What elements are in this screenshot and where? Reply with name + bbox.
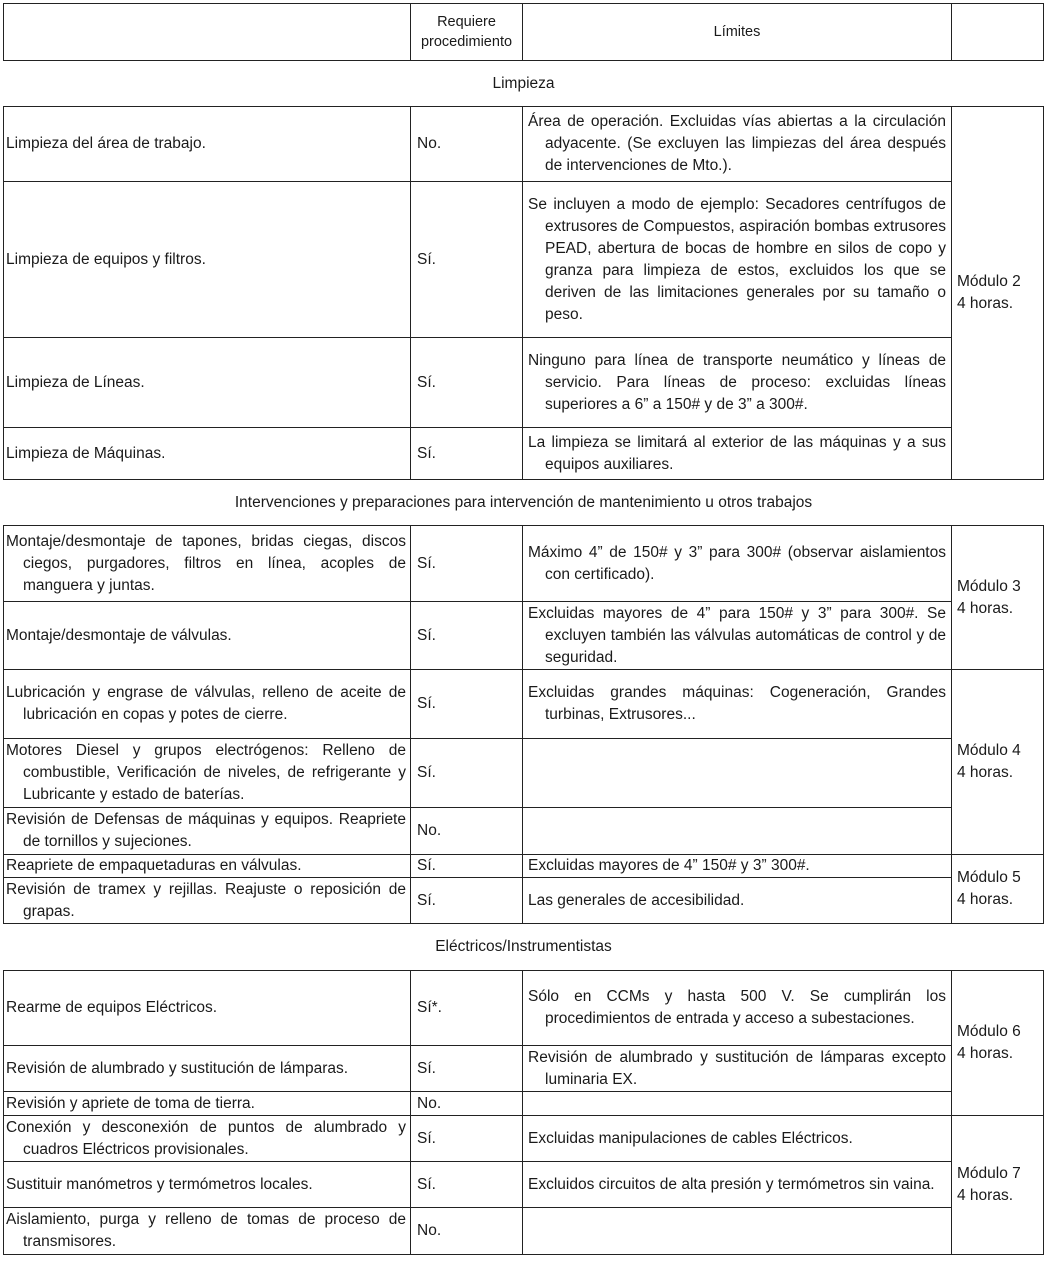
- module-name: Módulo 2: [957, 273, 1021, 290]
- limits-cell: Excluidas mayores de 4” para 150# y 3” para 300#. Se excluyen también las válvulas automáticas de control y de seguridad.: [523, 602, 952, 670]
- module-name: Módulo 7: [957, 1165, 1021, 1182]
- module-cell: [952, 855, 1044, 924]
- table-row: [4, 338, 1044, 428]
- requires-cell: Sí.: [411, 1116, 523, 1162]
- table-row: [4, 808, 1044, 855]
- table-header-row: [4, 4, 1044, 61]
- section-title-row: [4, 924, 1044, 971]
- activity-cell: Lubricación y engrase de válvulas, relleno de aceite de lubricación en copas y potes de cierre.: [4, 670, 411, 739]
- requires-cell: Sí.: [411, 739, 523, 808]
- module-cell: [952, 971, 1044, 1116]
- activity-cell: Montaje/desmontaje de válvulas.: [4, 602, 411, 670]
- limits-cell: [523, 1092, 952, 1116]
- table-row: [4, 855, 1044, 878]
- activity-cell: Aislamiento, purga y relleno de tomas de proceso de transmisores.: [4, 1208, 411, 1255]
- limits-cell: Máximo 4” de 150# y 3” para 300# (observar aislamientos con certificado).: [523, 526, 952, 602]
- table-row: [4, 107, 1044, 182]
- table-row: [4, 1162, 1044, 1208]
- header-col-limits: Límites: [523, 4, 952, 61]
- table-row: [4, 971, 1044, 1046]
- requires-cell: Sí.: [411, 428, 523, 480]
- table-row: [4, 1046, 1044, 1092]
- limits-cell: [523, 1208, 952, 1255]
- header-col-module: [952, 4, 1044, 61]
- module-hours: 4 horas.: [957, 1045, 1014, 1062]
- activity-cell: Motores Diesel y grupos electrógenos: Relleno de combustible, Verificación de niveles, de refrigerante y Lubricante y estado de baterías.: [4, 739, 411, 808]
- module-hours: 4 horas.: [957, 1187, 1014, 1204]
- limits-cell: Excluidas grandes máquinas: Cogeneración, Grandes turbinas, Extrusores...: [523, 670, 952, 739]
- activity-cell: Sustituir manómetros y termómetros locales.: [4, 1162, 411, 1208]
- limits-cell: Área de operación. Excluidas vías abiertas a la circulación adyacente. (Se excluyen las limpiezas del área después de intervenciones de Mto.).: [523, 107, 952, 182]
- requires-cell: Sí.: [411, 855, 523, 878]
- activity-cell: Revisión de alumbrado y sustitución de lámparas.: [4, 1046, 411, 1092]
- header-col-requires: Requiere procedimiento: [411, 4, 523, 61]
- limits-cell: Revisión de alumbrado y sustitución de lámparas excepto luminaria EX.: [523, 1046, 952, 1092]
- module-cell: [952, 1116, 1044, 1255]
- module-name: Módulo 4: [957, 742, 1021, 759]
- table-row: [4, 1092, 1044, 1116]
- module-hours: 4 horas.: [957, 891, 1014, 908]
- requires-cell: No.: [411, 1092, 523, 1116]
- activity-cell: Limpieza del área de trabajo.: [4, 107, 411, 182]
- module-name: Módulo 5: [957, 869, 1021, 886]
- requires-cell: Sí.: [411, 670, 523, 739]
- requires-cell: Sí.: [411, 182, 523, 338]
- table-row: [4, 878, 1044, 924]
- module-hours: 4 horas.: [957, 764, 1014, 781]
- module-hours: 4 horas.: [957, 599, 1014, 617]
- table-row: [4, 1208, 1044, 1255]
- requires-cell: No.: [411, 107, 523, 182]
- requires-cell: No.: [411, 808, 523, 855]
- requires-cell: Sí.: [411, 1162, 523, 1208]
- table-row: [4, 739, 1044, 808]
- module-name: Módulo 6: [957, 1023, 1021, 1040]
- limits-cell: Ninguno para línea de transporte neumático y líneas de servicio. Para líneas de proceso: excluidas líneas superiores a 6” a 150# y de 3” a 300#.: [523, 338, 952, 428]
- activity-cell: Revisión de tramex y rejillas. Reajuste o reposición de grapas.: [4, 878, 411, 924]
- limits-cell: Las generales de accesibilidad.: [523, 878, 952, 924]
- section-title-row: [4, 480, 1044, 526]
- requires-cell: No.: [411, 1208, 523, 1255]
- limits-cell: Se incluyen a modo de ejemplo: Secadores centrífugos de extrusores de Compuestos, aspiración bombas extrusores PEAD, abertura de bocas de hombre en silos de copo y granza para limpieza de estos, excluidos los que se deriven de las limitaciones generales por su tamaño o peso.: [523, 182, 952, 338]
- section-title-row: [4, 61, 1044, 107]
- requires-cell: Sí.: [411, 602, 523, 670]
- table-row: [4, 602, 1044, 670]
- requires-cell: Sí.: [411, 878, 523, 924]
- limits-cell: La limpieza se limitará al exterior de las máquinas y a sus equipos auxiliares.: [523, 428, 952, 480]
- section-title: Intervenciones y preparaciones para intervención de mantenimiento u otros trabajos: [4, 480, 1044, 526]
- requires-cell: Sí.: [411, 338, 523, 428]
- table-row: [4, 1116, 1044, 1162]
- table-row: [4, 526, 1044, 602]
- module-cell: [952, 670, 1044, 855]
- activity-cell: Rearme de equipos Eléctricos.: [4, 971, 411, 1046]
- module-cell: [952, 107, 1044, 480]
- header-col-activity: [4, 4, 411, 61]
- limits-cell: [523, 808, 952, 855]
- table-row: [4, 670, 1044, 739]
- limits-cell: [523, 739, 952, 808]
- section-title: Limpieza: [4, 61, 1044, 107]
- activity-cell: Limpieza de Líneas.: [4, 338, 411, 428]
- activity-cell: Reapriete de empaquetaduras en válvulas.: [4, 855, 411, 878]
- activity-cell: Limpieza de Máquinas.: [4, 428, 411, 480]
- table-row: [4, 182, 1044, 338]
- requires-cell: Sí*.: [411, 971, 523, 1046]
- limits-cell: Excluidos circuitos de alta presión y termómetros sin vaina.: [523, 1162, 952, 1208]
- requires-cell: Sí.: [411, 526, 523, 602]
- activity-cell: Limpieza de equipos y filtros.: [4, 182, 411, 338]
- activity-cell: Revisión y apriete de toma de tierra.: [4, 1092, 411, 1116]
- table-row: [4, 428, 1044, 480]
- requires-cell: Sí.: [411, 1046, 523, 1092]
- limits-cell: Sólo en CCMs y hasta 500 V. Se cumplirán los procedimientos de entrada y acceso a subestaciones.: [523, 971, 952, 1046]
- module-hours: 4 horas.: [957, 295, 1014, 312]
- work-limits-table: [3, 3, 1044, 1255]
- limits-cell: Excluidas manipulaciones de cables Eléctricos.: [523, 1116, 952, 1162]
- module-name: Módulo 3: [957, 577, 1021, 595]
- section-title: Eléctricos/Instrumentistas: [4, 924, 1044, 971]
- module-cell: [952, 526, 1044, 670]
- limits-cell: Excluidas mayores de 4” 150# y 3” 300#.: [523, 855, 952, 878]
- activity-cell: Montaje/desmontaje de tapones, bridas ciegas, discos ciegos, purgadores, filtros en línea, acoples de manguera y juntas.: [4, 526, 411, 602]
- activity-cell: Conexión y desconexión de puntos de alumbrado y cuadros Eléctricos provisionales.: [4, 1116, 411, 1162]
- activity-cell: Revisión de Defensas de máquinas y equipos. Reapriete de tornillos y sujeciones.: [4, 808, 411, 855]
